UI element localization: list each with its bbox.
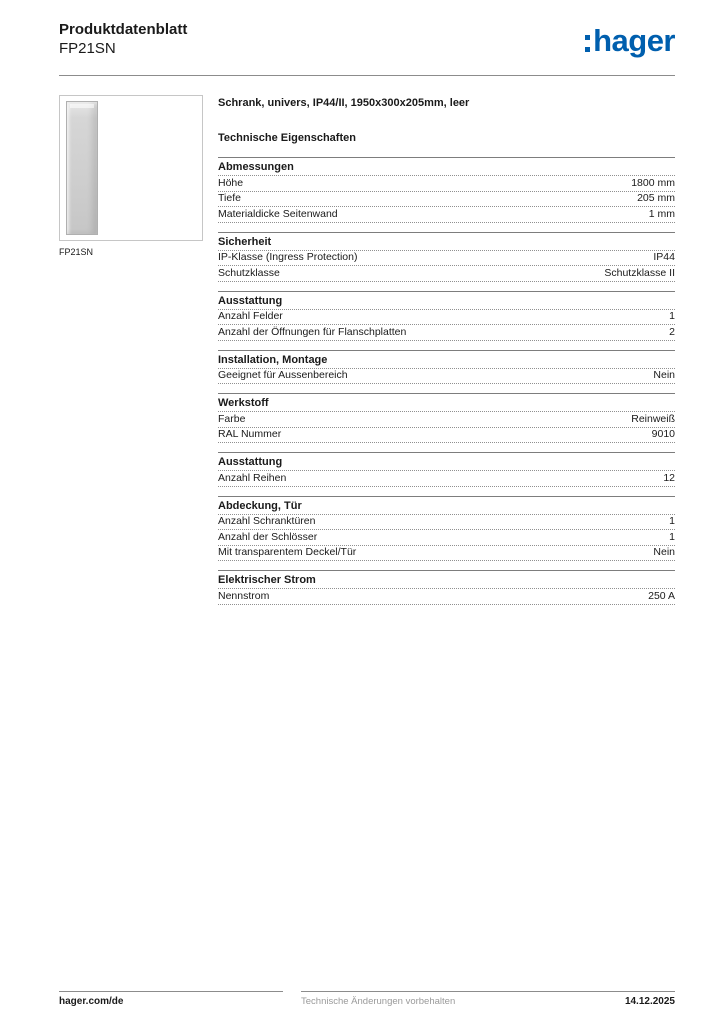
spec-row [218, 324, 675, 341]
footer-disclaimer: Technische Änderungen vorbehalten [301, 996, 456, 1007]
spec-value: 1 [669, 310, 675, 322]
spec-value: 1 [669, 515, 675, 527]
spec-value: 9010 [651, 428, 675, 440]
spec-section [218, 393, 675, 443]
cabinet-illustration [66, 101, 98, 235]
spec-value: 1 mm [648, 207, 675, 220]
spec-row [218, 265, 675, 282]
spec-value: Schutzklasse II [604, 266, 675, 279]
page-header [59, 20, 675, 76]
spec-value: 2 [669, 325, 675, 338]
spec-section-title: Elektrischer Strom [218, 570, 675, 588]
spec-label: IP-Klasse (Ingress Protection) [218, 251, 358, 263]
content-area [59, 95, 675, 614]
spec-row [218, 250, 675, 266]
document-title: Produktdatenblatt [59, 21, 188, 38]
spec-section [218, 570, 675, 605]
spec-row [218, 411, 675, 427]
spec-section [218, 496, 675, 562]
hager-logo [585, 23, 675, 58]
technical-properties-heading: Technische Eigenschaften [218, 132, 356, 144]
product-image-column [59, 95, 203, 614]
product-description: Schrank, univers, IP44/II, 1950x300x205mm, leer [218, 97, 470, 109]
spec-row [218, 470, 675, 487]
spec-label: Anzahl der Öffnungen für Flanschplatten [218, 325, 407, 338]
spec-section [218, 157, 675, 223]
specs-column [218, 95, 675, 614]
spec-value: IP44 [653, 251, 675, 263]
footer-right-group [301, 991, 675, 1007]
spec-value: Reinweiß [631, 412, 675, 425]
spec-section-title: Abdeckung, Tür [218, 496, 675, 514]
spec-label: Anzahl Reihen [218, 471, 287, 484]
spec-label: Anzahl Felder [218, 310, 283, 322]
spec-label: Anzahl Schranktüren [218, 515, 316, 527]
spec-value: 1 [669, 530, 675, 543]
spec-row [218, 588, 675, 605]
spec-section-title: Ausstattung [218, 452, 675, 470]
hager-logo-colon-icon [585, 35, 590, 52]
spec-value: 250 A [648, 589, 675, 602]
spec-label: Geeignet für Aussenbereich [218, 369, 348, 381]
spec-row [218, 206, 675, 223]
hager-logo-text: hager [593, 23, 675, 58]
header-titles [59, 20, 187, 58]
spec-label: Farbe [218, 412, 246, 425]
spec-section [218, 232, 675, 282]
spec-label: Anzahl der Schlösser [218, 530, 318, 543]
product-image [59, 95, 203, 241]
spec-section-title: Installation, Montage [218, 350, 675, 368]
spec-section-title: Ausstattung [218, 291, 675, 309]
spec-row [218, 545, 675, 562]
spec-section [218, 452, 675, 487]
product-image-caption: FP21SN [59, 247, 94, 257]
spec-value: 1800 mm [631, 176, 675, 189]
spec-label: Mit transparentem Deckel/Tür [218, 546, 357, 558]
spec-row [218, 529, 675, 545]
spec-section [218, 291, 675, 341]
spec-label: Höhe [218, 176, 244, 189]
spec-value: Nein [653, 546, 675, 558]
spec-row [218, 514, 675, 530]
spec-row [218, 309, 675, 325]
spec-row [218, 191, 675, 207]
spec-label: Materialdicke Seitenwand [218, 207, 338, 220]
spec-row [218, 175, 675, 191]
spec-label: RAL Nummer [218, 428, 282, 440]
spec-section [218, 350, 675, 385]
page-footer [59, 991, 675, 1007]
spec-label: Schutzklasse [218, 266, 280, 279]
footer-website-link[interactable]: hager.com/de [59, 991, 283, 1007]
spec-section-title: Werkstoff [218, 393, 675, 411]
spec-section-title: Abmessungen [218, 157, 675, 175]
spec-value: Nein [653, 369, 675, 381]
spec-value: 205 mm [637, 192, 675, 204]
spec-row [218, 368, 675, 385]
product-reference: FP21SN [59, 40, 116, 57]
spec-section-title: Sicherheit [218, 232, 675, 250]
spec-value: 12 [663, 471, 675, 484]
spec-sections [218, 157, 675, 605]
spec-label: Tiefe [218, 192, 241, 204]
footer-date: 14.12.2025 [624, 996, 675, 1007]
spec-row [218, 427, 675, 444]
spec-label: Nennstrom [218, 589, 270, 602]
